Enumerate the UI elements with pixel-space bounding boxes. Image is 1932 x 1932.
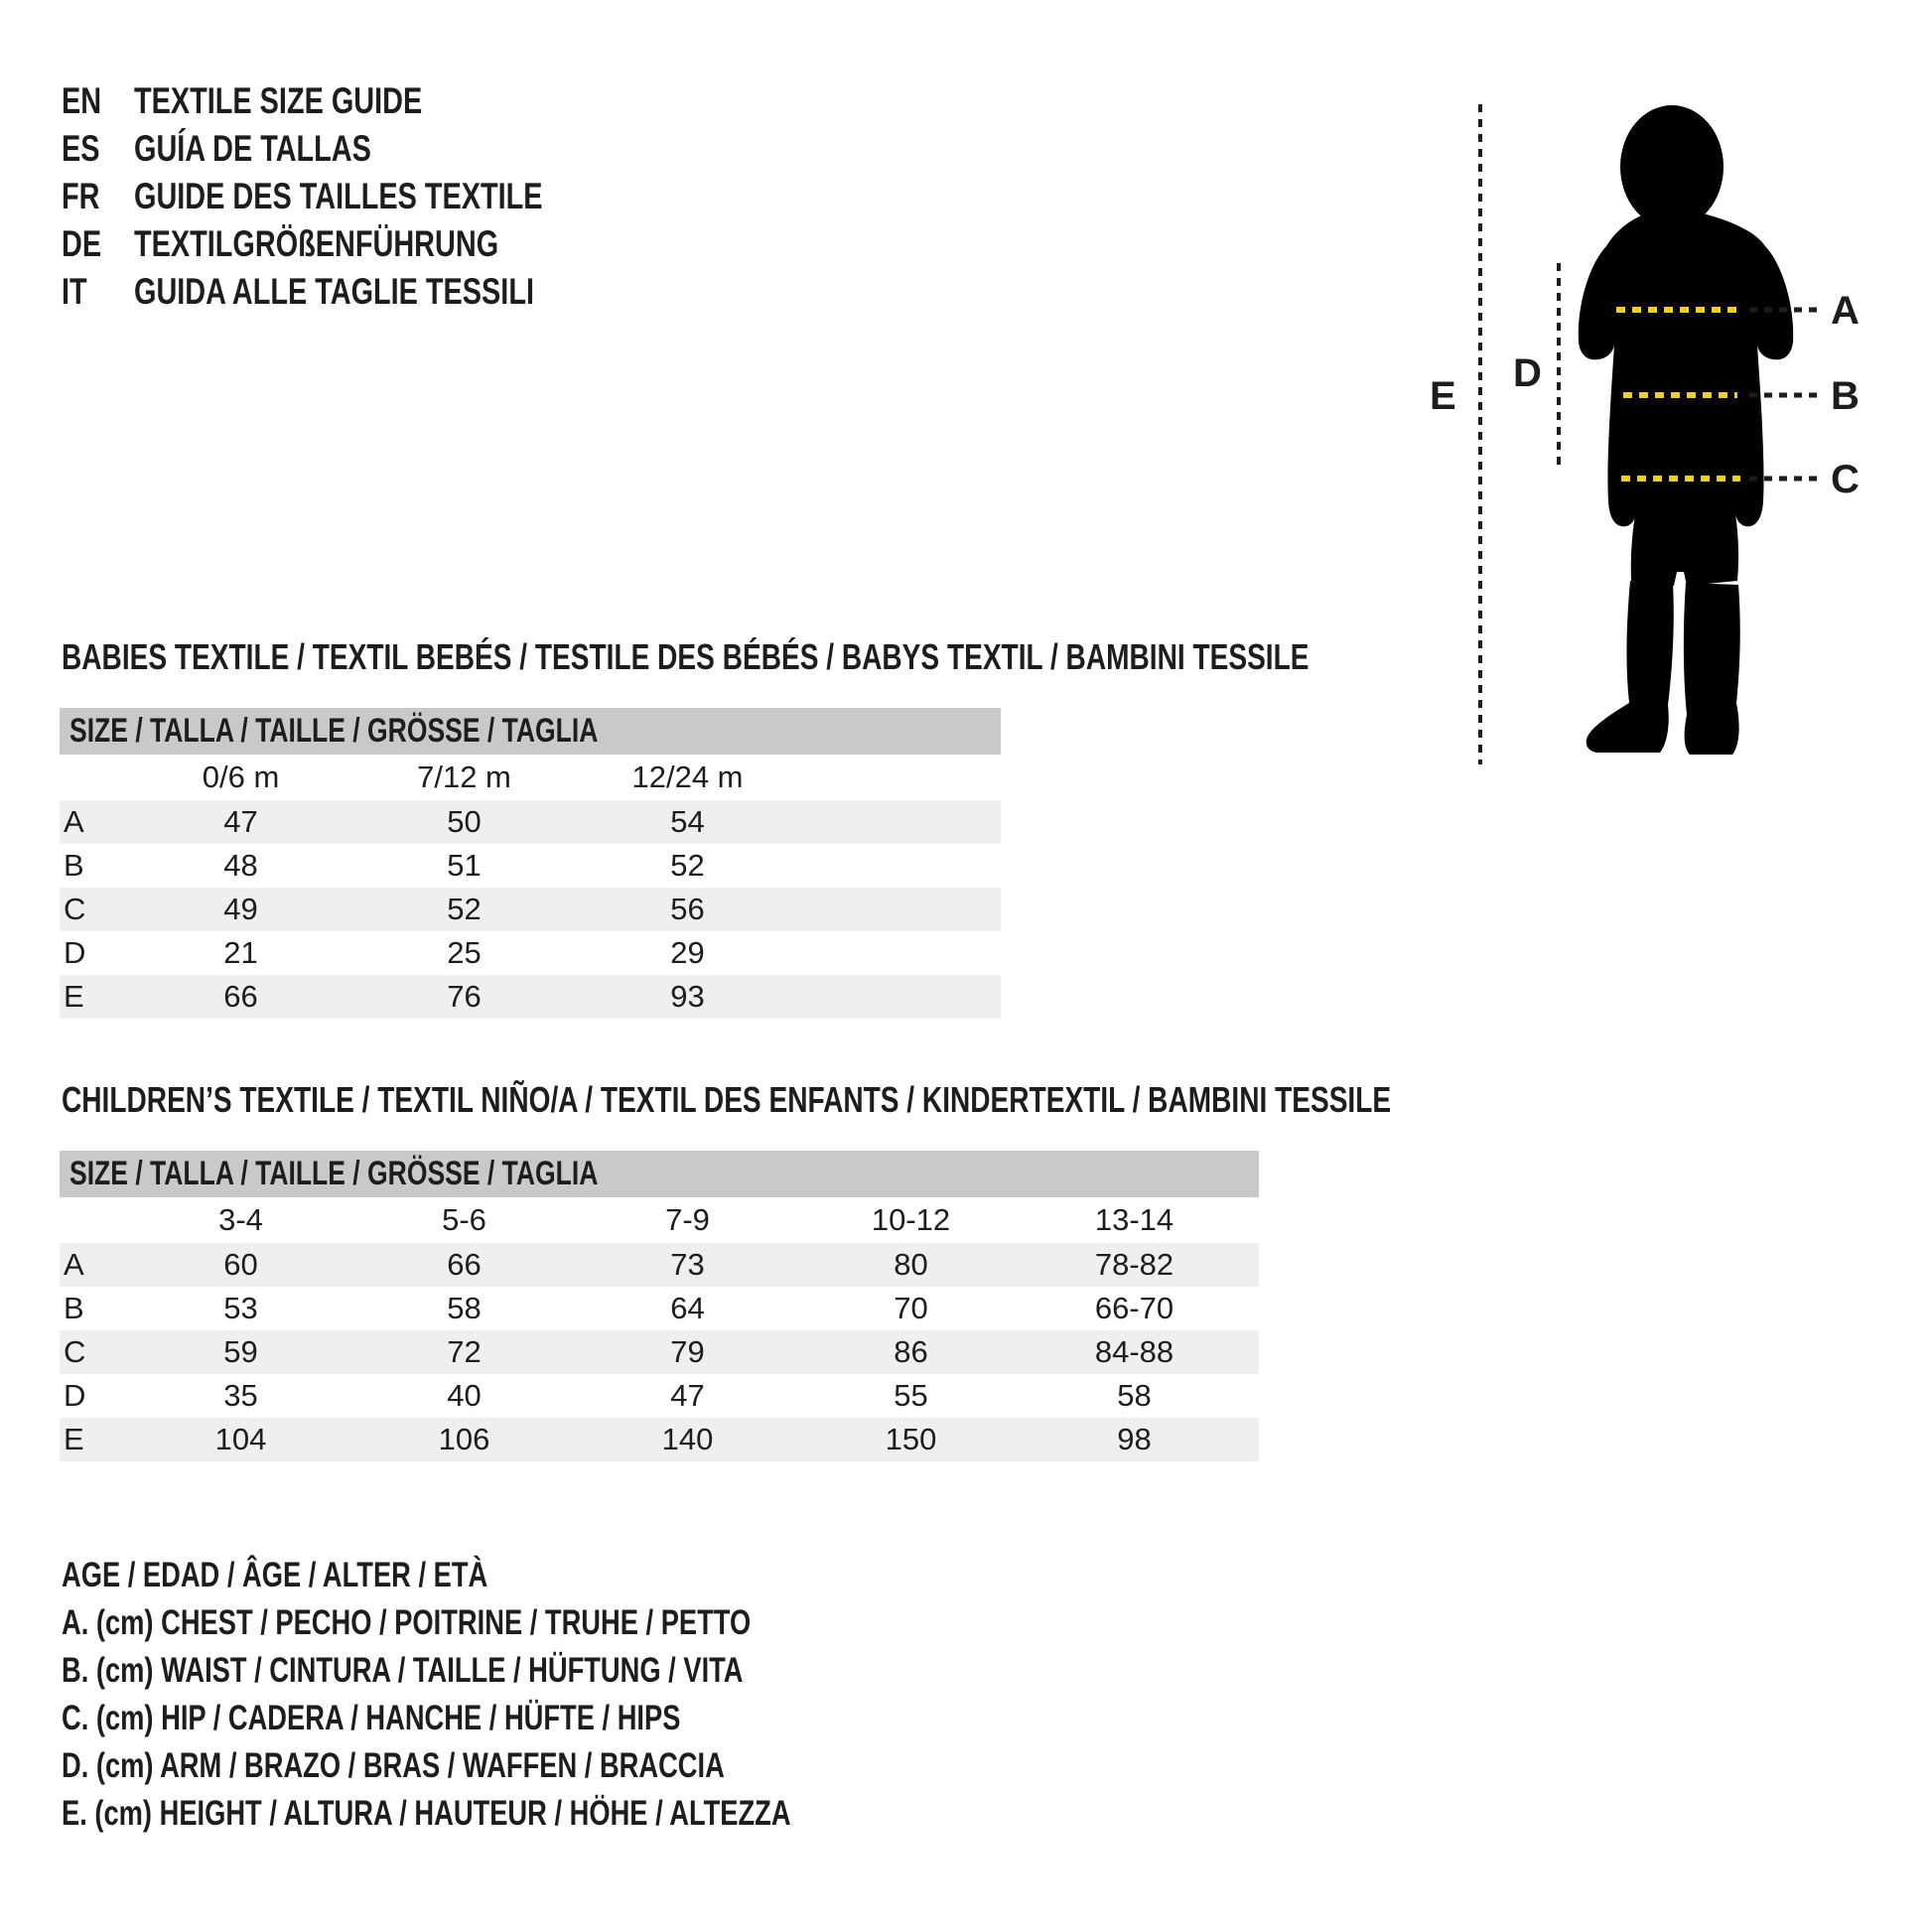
column-header: 13-14 — [1094, 1202, 1174, 1237]
row-label: B — [64, 1291, 84, 1325]
child-silhouette-diagram — [1430, 79, 1906, 794]
lang-title: TEXTILE SIZE GUIDE — [134, 80, 423, 121]
children-section-heading: CHILDREN’S TEXTILE / TEXTIL NIÑO/A / TEXTIL DES ENFANTS / KINDERTEXTIL / BAMBINI TESSILE — [62, 1079, 1392, 1120]
babies-size-table — [60, 708, 1001, 1019]
label-a: A — [1831, 289, 1860, 333]
column-header: 5-6 — [442, 1202, 486, 1237]
table-row-e — [60, 1418, 1259, 1461]
table-row-b — [60, 1287, 1259, 1330]
size-cell: 54 — [670, 804, 705, 839]
table-row-c — [60, 888, 1001, 931]
size-cell: 93 — [670, 979, 705, 1014]
lang-row-es — [62, 125, 658, 173]
size-cell: 25 — [447, 935, 482, 970]
size-cell: 47 — [223, 804, 258, 839]
column-header: 12/24 m — [631, 759, 744, 794]
size-cell: 50 — [447, 804, 482, 839]
size-cell: 60 — [223, 1247, 258, 1282]
lang-row-en — [62, 77, 658, 125]
size-cell: 86 — [894, 1334, 928, 1369]
size-cell: 76 — [447, 979, 482, 1014]
table-row-d — [60, 1374, 1259, 1418]
children-size-bar: SIZE / TALLA / TAILLE / GRÖSSE / TAGLIA — [60, 1151, 1259, 1197]
size-cell: 47 — [670, 1378, 705, 1413]
size-cell: 140 — [661, 1422, 714, 1456]
table-row-d — [60, 931, 1001, 975]
legend-arm: D. (cm) ARM / BRAZO / BRAS / WAFFEN / BRACCIA — [62, 1746, 725, 1785]
row-label: C — [64, 892, 86, 926]
size-cell: 78-82 — [1094, 1247, 1174, 1282]
size-cell: 98 — [1117, 1422, 1152, 1456]
label-d: D — [1513, 351, 1542, 395]
column-header: 10-12 — [871, 1202, 951, 1237]
lang-title: GUÍA DE TALLAS — [134, 128, 371, 169]
label-c: C — [1831, 458, 1860, 501]
lang-row-de — [62, 220, 658, 268]
size-cell: 58 — [1117, 1378, 1152, 1413]
legend-age: AGE / EDAD / ÂGE / ALTER / ETÀ — [62, 1556, 488, 1594]
size-cell: 59 — [223, 1334, 258, 1369]
column-header: 7-9 — [665, 1202, 710, 1237]
size-cell: 48 — [223, 848, 258, 883]
size-cell: 84-88 — [1094, 1334, 1174, 1369]
size-cell: 35 — [223, 1378, 258, 1413]
lang-title: GUIDE DES TAILLES TEXTILE — [134, 176, 543, 216]
row-label: C — [64, 1334, 86, 1369]
measurement-legend — [62, 1552, 997, 1838]
lang-code: FR — [62, 176, 100, 216]
measurement-figure — [1430, 79, 1906, 794]
size-cell: 52 — [447, 892, 482, 926]
column-header: 0/6 m — [202, 759, 280, 794]
size-cell: 79 — [670, 1334, 705, 1369]
lang-code: ES — [62, 128, 100, 169]
size-cell: 55 — [894, 1378, 928, 1413]
size-cell: 21 — [223, 935, 258, 970]
size-cell: 29 — [670, 935, 705, 970]
table-row-a — [60, 800, 1001, 844]
language-list — [62, 77, 658, 316]
size-cell: 66 — [223, 979, 258, 1014]
children-size-table — [60, 1151, 1259, 1461]
lang-code: IT — [62, 271, 87, 312]
size-cell: 40 — [447, 1378, 482, 1413]
row-label: A — [64, 804, 84, 839]
table-row-b — [60, 844, 1001, 888]
size-cell: 70 — [894, 1291, 928, 1325]
lang-row-it — [62, 268, 658, 316]
legend-hip: C. (cm) HIP / CADERA / HANCHE / HÜFTE / HIPS — [62, 1699, 681, 1737]
size-cell: 53 — [223, 1291, 258, 1325]
lang-title: TEXTILGRÖßENFÜHRUNG — [134, 223, 499, 264]
size-cell: 51 — [447, 848, 482, 883]
size-cell: 58 — [447, 1291, 482, 1325]
table-row-c — [60, 1330, 1259, 1374]
lang-row-fr — [62, 173, 658, 220]
size-cell: 64 — [670, 1291, 705, 1325]
size-cell: 106 — [438, 1422, 490, 1456]
column-header: 7/12 m — [417, 759, 511, 794]
size-cell: 49 — [223, 892, 258, 926]
babies-size-bar: SIZE / TALLA / TAILLE / GRÖSSE / TAGLIA — [60, 708, 1001, 755]
legend-height: E. (cm) HEIGHT / ALTURA / HAUTEUR / HÖHE / ALTEZZA — [62, 1794, 791, 1833]
size-cell: 80 — [894, 1247, 928, 1282]
size-cell: 72 — [447, 1334, 482, 1369]
lang-code: DE — [62, 223, 102, 264]
row-label: A — [64, 1247, 84, 1282]
size-cell: 66-70 — [1094, 1291, 1174, 1325]
table-row-e — [60, 975, 1001, 1019]
column-header: 3-4 — [218, 1202, 263, 1237]
legend-chest: A. (cm) CHEST / PECHO / POITRINE / TRUHE / PETTO — [62, 1603, 752, 1642]
size-cell: 56 — [670, 892, 705, 926]
size-cell: 52 — [670, 848, 705, 883]
row-label: D — [64, 935, 86, 970]
children-column-header-row — [60, 1197, 1259, 1243]
legend-waist: B. (cm) WAIST / CINTURA / TAILLE / HÜFTUNG / VITA — [62, 1651, 744, 1690]
size-cell: 66 — [447, 1247, 482, 1282]
size-cell: 104 — [214, 1422, 267, 1456]
row-label: D — [64, 1378, 86, 1413]
label-e: E — [1430, 374, 1456, 418]
lang-code: EN — [62, 80, 102, 121]
size-cell: 73 — [670, 1247, 705, 1282]
row-label: B — [64, 848, 84, 883]
row-label: E — [64, 1422, 84, 1456]
size-cell: 150 — [885, 1422, 937, 1456]
row-label: E — [64, 979, 84, 1014]
label-b: B — [1831, 374, 1860, 418]
babies-section-heading: BABIES TEXTILE / TEXTIL BEBÉS / TESTILE DES BÉBÉS / BABYS TEXTIL / BAMBINI TESSILE — [62, 636, 1310, 677]
lang-title: GUIDA ALLE TAGLIE TESSILI — [134, 271, 534, 312]
table-row-a — [60, 1243, 1259, 1287]
babies-column-header-row — [60, 755, 1001, 800]
